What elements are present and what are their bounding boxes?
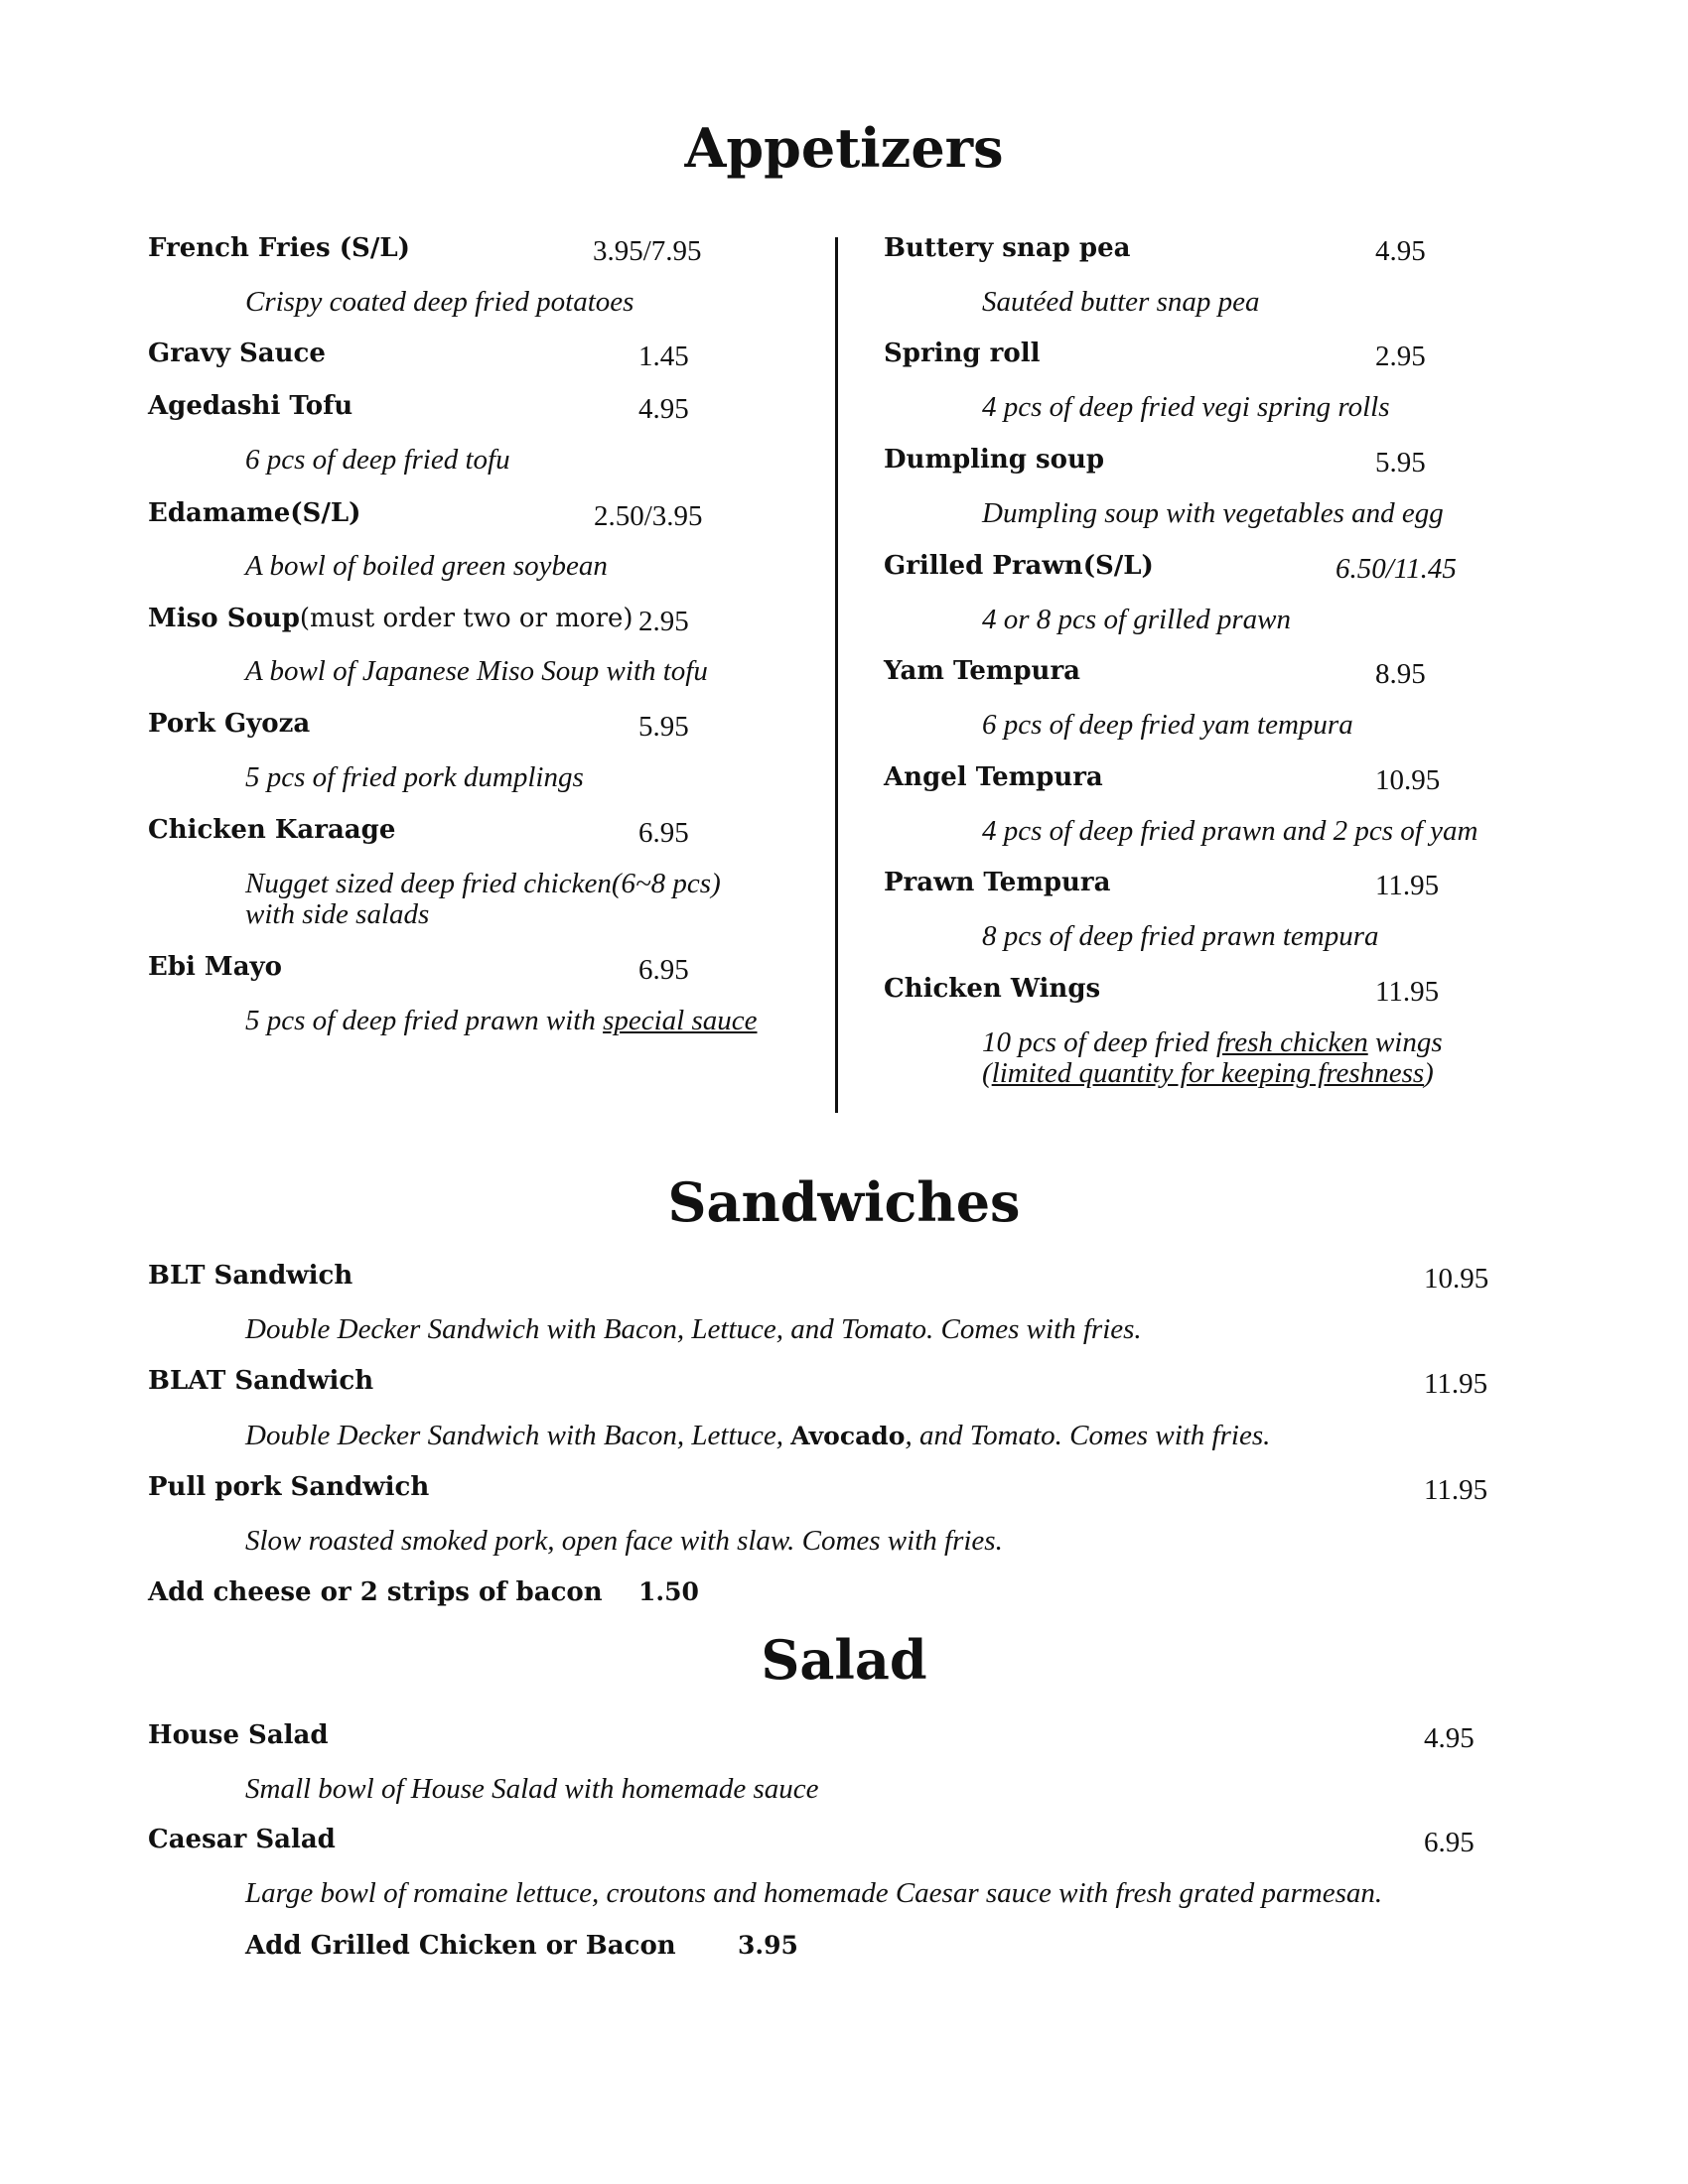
item-name: Edamame(S/L) [148,498,361,528]
item-price: 6.95 [638,817,689,849]
item-description: 4 pcs of deep fried vegi spring rolls [982,391,1390,423]
addon-label: Add cheese or 2 strips of bacon [148,1577,603,1607]
item-price: 2.95 [1375,341,1426,372]
item-description-line2: with side salads [245,898,430,930]
item-description: 6 pcs of deep fried tofu [245,444,510,476]
addon-label: Add Grilled Chicken or Bacon [245,1931,676,1961]
item-price: 4.95 [638,393,689,425]
item-description: Nugget sized deep fried chicken(6~8 pcs) [245,868,721,899]
item-name: Pork Gyoza [148,709,311,739]
item-price: 2.95 [638,606,689,637]
desc-text: wings [1367,1026,1443,1058]
item-description: Small bowl of House Salad with homemade sauce [245,1773,819,1805]
item-description: A bowl of Japanese Miso Soup with tofu [245,655,708,687]
item-description: 4 or 8 pcs of grilled prawn [982,604,1291,635]
item-description: Dumpling soup with vegetables and egg [982,497,1444,529]
addon-price: 1.50 [638,1577,699,1606]
item-price: 8.95 [1375,658,1426,690]
desc-bold: Avocado [790,1422,906,1450]
item-description [245,1422,1270,1450]
item-name: Gravy Sauce [148,339,326,368]
item-price: 3.95/7.95 [593,235,702,267]
item-description: 4 pcs of deep fried prawn and 2 pcs of yam [982,815,1478,847]
item-price: 10.95 [1375,764,1441,796]
item-description [982,1028,1443,1057]
item-name: Chicken Wings [884,974,1101,1004]
item-name: Pull pork Sandwich [148,1472,430,1502]
item-price: 6.95 [1424,1827,1475,1858]
item-description: Sautéed butter snap pea [982,286,1260,318]
desc-underlined: fresh chicken [1215,1026,1368,1058]
desc-text: 10 pcs of deep fried [982,1026,1216,1058]
item-name: French Fries (S/L) [148,233,410,263]
item-price: 6.95 [638,954,689,986]
section-title-sandwiches: Sandwiches [667,1170,1021,1234]
item-name: Buttery snap pea [884,233,1131,263]
item-price: 10.95 [1424,1263,1489,1295]
item-description: 5 pcs of fried pork dumplings [245,761,584,793]
column-divider [835,237,838,1113]
item-price: 2.50/3.95 [594,500,703,532]
item-note: (must order two or more) [299,604,633,633]
item-price: 1.45 [638,341,689,372]
item-description: 6 pcs of deep fried yam tempura [982,709,1353,741]
item-name: Prawn Tempura [884,868,1111,897]
item-price: 11.95 [1424,1474,1488,1506]
item-name [148,606,633,631]
item-price: 11.95 [1375,870,1440,901]
desc-underlined: special sauce [603,1005,758,1036]
item-description: Slow roasted smoked pork, open face with slaw. Comes with fries. [245,1525,1003,1557]
item-name: Angel Tempura [884,762,1103,792]
item-name: Dumpling soup [884,445,1105,475]
addon-price-wrap [638,1579,699,1604]
item-name: Spring roll [884,339,1041,368]
item-description: A bowl of boiled green soybean [245,550,608,582]
item-name: Ebi Mayo [148,952,283,982]
item-description: Large bowl of romaine lettuce, croutons and homemade Caesar sauce with fresh grated parmesan. [245,1877,1383,1909]
item-description [245,1007,758,1035]
desc-text: 5 pcs of deep fried prawn with [245,1005,604,1036]
item-price: 4.95 [1424,1722,1475,1754]
item-name-text: Miso Soup [148,604,300,633]
desc-text: ) [1424,1057,1434,1089]
item-description: Double Decker Sandwich with Bacon, Lettuce, and Tomato. Comes with fries. [245,1313,1142,1345]
item-price: 4.95 [1375,235,1426,267]
item-description-line2 [982,1059,1434,1088]
item-price: 5.95 [1375,447,1426,478]
item-price: 11.95 [1424,1368,1488,1400]
desc-text: , and Tomato. Comes with fries. [905,1420,1271,1451]
item-description: 8 pcs of deep fried prawn tempura [982,920,1379,952]
addon-price: 3.95 [738,1931,798,1960]
desc-text: ( [982,1057,992,1089]
section-title-salad: Salad [761,1628,927,1692]
item-price: 11.95 [1375,976,1440,1008]
item-name: Caesar Salad [148,1825,336,1854]
item-description: Crispy coated deep fried potatoes [245,286,634,318]
item-name: Grilled Prawn(S/L) [884,551,1154,581]
section-title-appetizers: Appetizers [684,116,1004,180]
addon-price-wrap [738,1933,798,1958]
item-name: BLAT Sandwich [148,1366,374,1396]
item-name: House Salad [148,1720,329,1750]
item-name: Yam Tempura [884,656,1080,686]
item-price: 5.95 [638,711,689,743]
desc-text: Double Decker Sandwich with Bacon, Lettuce, [245,1420,791,1451]
item-price: 6.50/11.45 [1336,553,1457,585]
item-name: Chicken Karaage [148,815,396,845]
item-name: Agedashi Tofu [148,391,353,421]
desc-underlined: limited quantity for keeping freshness [991,1057,1425,1089]
item-name: BLT Sandwich [148,1261,353,1291]
